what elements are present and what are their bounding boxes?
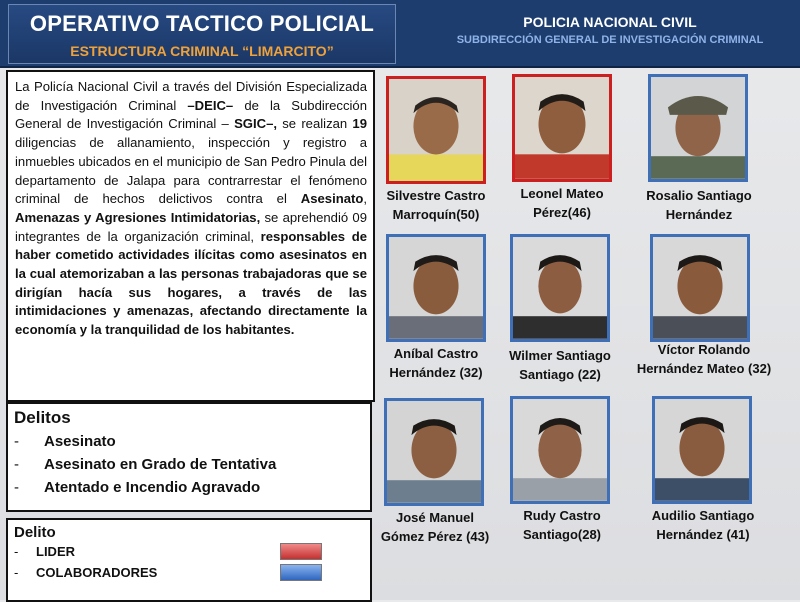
delitos-box <box>6 402 372 512</box>
division-name: SUBDIRECCIÓN GENERAL DE INVESTIGACIÓN CRIMINAL <box>456 34 764 46</box>
suspect-photo <box>510 234 610 342</box>
legend-item-colaboradores: - COLABORADORES <box>14 562 364 583</box>
name-line: Pérez(46) <box>533 205 591 220</box>
org-box <box>420 14 800 46</box>
suspect-photo <box>386 76 486 184</box>
text-bold: –DEIC– <box>187 97 234 113</box>
legend-label: COLABORADORES <box>36 565 158 580</box>
delito-item: - Asesinato <box>14 433 116 450</box>
text-run: , <box>363 191 367 207</box>
delito-label: Asesinato en Grado de Tentativa <box>44 456 277 473</box>
name-line: Silvestre Castro <box>386 188 486 203</box>
text-run: se realizan <box>277 116 353 132</box>
title-box <box>8 4 396 64</box>
text-bold: Asesinato <box>300 191 364 207</box>
name-line: Víctor Rolando <box>657 342 751 357</box>
suspect-name <box>618 506 788 544</box>
name-line: Rudy Castro <box>523 508 601 523</box>
suspect-photo <box>510 396 610 504</box>
suspect-photo <box>384 398 484 506</box>
name-line: Hernández <box>665 207 733 222</box>
delito-label: Atentado e Incendio Agravado <box>44 479 261 496</box>
page-title: OPERATIVO TACTICO POLICIAL <box>29 11 375 36</box>
name-line: Marroquín(50) <box>392 207 480 222</box>
suspect-name <box>614 186 784 224</box>
name-line: Rosalio Santiago <box>646 188 752 203</box>
suspect-photo <box>512 74 612 182</box>
name-line: José Manuel <box>395 510 475 525</box>
text-bold: responsables de haber cometido actividades ilícitas como asesinatos en la cual atemorizaban a las personas trabajadoras que se dirigían hacía sus hogares, a través de las intimidaciones y amenazas, afectando directamente la economía y la tranquilidad de los habitantes. <box>15 228 367 338</box>
text-bold: Amenazas y Agresiones Intimidatorias, <box>15 209 261 225</box>
text-bold: 19 <box>352 116 367 132</box>
legend-title: Delito <box>14 524 56 541</box>
legend-swatch-red <box>280 543 322 560</box>
text-run: se aprehendió 09 integrantes de la organización criminal, <box>15 209 367 244</box>
description-text <box>6 70 375 402</box>
text-bold: SGIC–, <box>234 116 278 132</box>
name-line: Audilio Santiago <box>651 508 755 523</box>
name-line: Hernández (32) <box>389 365 483 380</box>
name-line: Hernández (41) <box>656 527 750 542</box>
legend-box <box>6 518 372 602</box>
legend-label: LIDER <box>36 544 75 559</box>
suspect-photo <box>648 74 748 182</box>
text-run: de la Subdirección General de Investigación Criminal – <box>15 97 367 132</box>
text-run: La Policía Nacional Civil a través del División Especializada de Investigación Criminal <box>15 79 367 113</box>
name-line: Santiago(28) <box>522 527 601 542</box>
delito-label: Asesinato <box>44 433 116 450</box>
delito-item: - Atentado e Incendio Agravado <box>14 479 261 496</box>
legend-swatch-blue <box>280 564 322 581</box>
name-line: Aníbal Castro <box>393 346 479 361</box>
name-line: Gómez Pérez (43) <box>380 529 490 544</box>
name-line: Hernández Mateo (32) <box>636 361 772 376</box>
suspect-name <box>622 340 786 378</box>
text-run: diligencias de allanamiento, inspección y registro a inmuebles ubicados en el municipio de San Pedro Pinula del departamento de Jalapa para contrarrestar el fenómeno criminal de hechos delictivos contra el <box>15 135 367 207</box>
suspect-photo <box>650 234 750 342</box>
name-line: Leonel Mateo <box>520 186 604 201</box>
org-name: POLICIA NACIONAL CIVIL <box>523 14 697 30</box>
suspect-name <box>475 346 645 384</box>
page-subtitle: ESTRUCTURA CRIMINAL “LIMARCITO” <box>70 43 334 59</box>
name-line: Santiago (22) <box>519 367 601 382</box>
name-line: Wilmer Santiago <box>509 348 611 363</box>
suspect-photo <box>652 396 752 504</box>
legend-item-lider: - LIDER <box>14 541 364 562</box>
header-banner <box>0 0 800 68</box>
delito-item: - Asesinato en Grado de Tentativa <box>14 456 277 473</box>
delitos-title: Delitos <box>14 408 71 427</box>
suspect-photo <box>386 234 486 342</box>
